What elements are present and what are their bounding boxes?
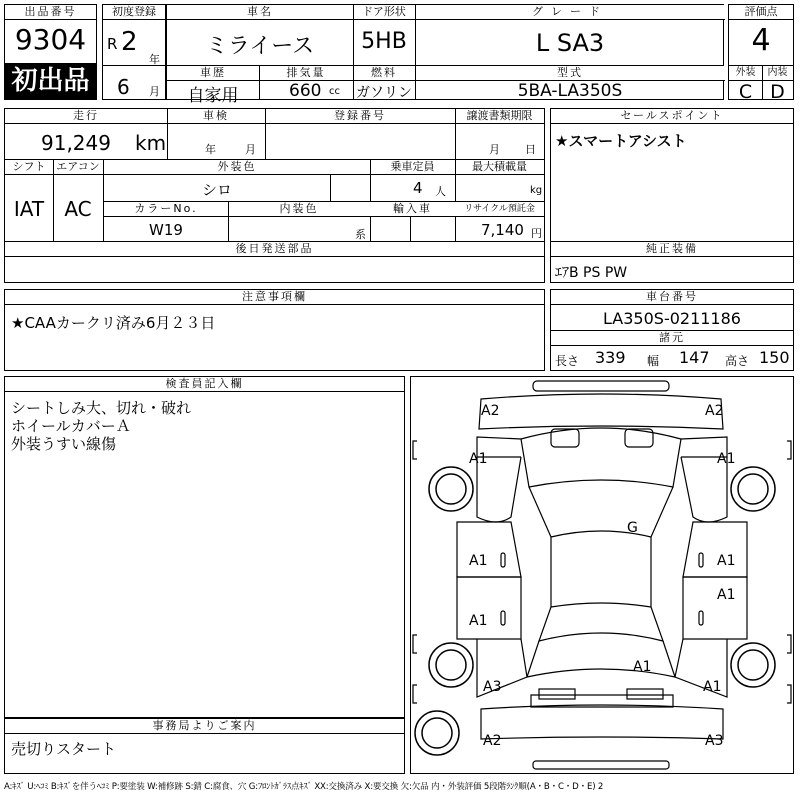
interior-color-label: 内装色 <box>228 202 370 217</box>
later-shipped-parts <box>4 241 545 283</box>
grade: L SA3 <box>535 29 605 57</box>
history-label: 車歴 <box>167 66 259 81</box>
chassis-box <box>550 289 794 371</box>
width: 147 <box>679 348 710 367</box>
wheels <box>415 467 775 755</box>
displacement-label: 排気量 <box>259 66 353 81</box>
mark-windshield: G <box>627 520 638 536</box>
interior-grade-label: 内装 <box>762 66 793 81</box>
recycle-deposit-label: リサイクル預託金 <box>455 202 544 217</box>
grade-label: グレード <box>415 5 725 20</box>
first-registration-box <box>102 4 166 100</box>
max-load-unit: kg <box>530 185 543 196</box>
color-number: W19 <box>149 221 183 239</box>
chassis-number: LA350S-0211186 <box>603 309 741 328</box>
mileage-label: 走行 <box>5 109 167 124</box>
registration-year: 2 <box>121 27 138 57</box>
max-load-label: 最大積載量 <box>455 160 544 175</box>
length: 339 <box>595 348 626 367</box>
office-notice-box <box>4 718 405 774</box>
month-unit: 月 <box>149 85 160 98</box>
notes-box <box>4 289 545 371</box>
transfer-day-unit: 日 <box>525 143 536 156</box>
mileage-unit: km <box>135 131 167 155</box>
mark-front-bumper-right: A2 <box>705 403 724 419</box>
fuel-label: 燃料 <box>353 66 415 81</box>
inspector-note-1: シートしみ大、切れ・破れ <box>11 399 192 417</box>
first-listing-badge <box>5 63 96 99</box>
import-label: 輸入車 <box>370 202 455 217</box>
genuine-equipment-box <box>550 241 794 283</box>
mark-front-fender-right: A1 <box>717 451 736 467</box>
transfer-deadline-label: 譲渡書類期限 <box>455 109 544 124</box>
registration-month: 6 <box>117 75 130 99</box>
damage-marks <box>469 403 735 749</box>
interior-grade: D <box>770 81 785 103</box>
inspection-year-unit: 年 <box>205 143 216 156</box>
recycle-deposit-unit: 円 <box>531 227 542 240</box>
score: 4 <box>751 23 771 58</box>
mark-front-door-left: A1 <box>469 553 488 569</box>
mark-rear-bumper-right: A3 <box>705 733 724 749</box>
vehicle-details <box>4 108 545 242</box>
lot-number-box <box>4 4 97 100</box>
sales-point-box <box>550 108 794 242</box>
inspector-note-2: ホイールカバーＡ <box>11 417 131 435</box>
exterior-grade: C <box>738 81 753 103</box>
vehicle-info-header <box>166 4 724 106</box>
office-notice-text: 売切りスタート <box>11 740 117 758</box>
year-unit: 年 <box>149 53 160 66</box>
first-registration-label: 初度登録 <box>103 5 165 20</box>
capacity-label: 乗車定員 <box>370 160 455 175</box>
notes-text: ★CAAカークリ済み6月２３日 <box>11 314 216 332</box>
inspection-month-unit: 月 <box>245 143 256 156</box>
mark-rear-body: A1 <box>633 659 652 675</box>
first-listing-text: 初出品 <box>11 66 90 96</box>
chassis-number-label: 車台番号 <box>551 290 793 305</box>
transfer-month-unit: 月 <box>489 143 500 156</box>
length-label: 長さ <box>555 354 580 368</box>
later-shipped-parts-label: 後日発送部品 <box>5 242 544 257</box>
height: 150 <box>759 348 790 367</box>
lot-number-label: 出品番号 <box>5 5 96 20</box>
registration-number-label: 登録番号 <box>265 109 455 124</box>
height-label: 高さ <box>725 354 750 368</box>
inspector-note-3: 外装うすい線傷 <box>11 435 117 453</box>
mark-front-fender-left: A1 <box>469 451 488 467</box>
mark-rear-door-right-upper: A1 <box>717 587 736 603</box>
sales-point-label: セールスポイント <box>551 109 793 124</box>
shift-label: シフト <box>5 160 53 175</box>
mark-rear-door-left: A1 <box>469 613 488 629</box>
score-box <box>728 4 794 103</box>
sales-point-text: ★スマートアシスト <box>555 132 687 150</box>
damage-diagram <box>410 376 794 774</box>
mark-rear-fender-right: A1 <box>703 679 722 695</box>
model-code: 5BA-LA350S <box>517 81 623 101</box>
width-label: 幅 <box>647 354 660 368</box>
inspector-notes-box <box>4 376 405 718</box>
interior-color-unit: 系 <box>355 228 366 241</box>
color-number-label: カラーNo. <box>104 202 228 217</box>
genuine-equipment-label: 純正装備 <box>551 242 793 257</box>
door-label: ドア形状 <box>353 5 415 20</box>
exterior-color: シロ <box>201 181 232 199</box>
displacement: 660 <box>289 81 322 101</box>
mileage: 91,249 <box>41 131 111 155</box>
displacement-unit: cc <box>329 86 340 97</box>
inspection-label: 車検 <box>167 109 265 124</box>
era: R <box>107 35 118 53</box>
specs-label: 諸元 <box>551 330 793 346</box>
shift: IAT <box>13 197 45 221</box>
lot-number: 9304 <box>14 23 87 56</box>
mark-front-door-right: A1 <box>717 553 736 569</box>
mark-front-bumper-left: A2 <box>481 403 500 419</box>
exterior-color-label: 外装色 <box>104 160 370 175</box>
car-name-label: 車名 <box>167 5 353 20</box>
ac-label: エアコン <box>53 160 103 175</box>
model-label: 型式 <box>415 66 725 81</box>
inspector-notes-label: 検査員記入欄 <box>5 377 404 392</box>
damage-legend: A:ｷｽﾞ U:ﾍｺﾐ B:ｷｽﾞを伴うﾍｺﾐ P:要塗装 W:補修跡 S:錆 C:腐食、穴 G:ﾌﾛﾝﾄｶﾞﾗｽ点ｷｽﾞ XX:交換済み X:要交換 欠:欠品 内・外装評価 5段階ﾗﾝｸ順(A・B・C・D・E) 2 <box>4 782 604 792</box>
car-name: ミライース <box>205 34 315 59</box>
door-type: 5HB <box>361 29 407 54</box>
genuine-equipment-text: ｴｱB PS PW <box>555 265 628 281</box>
car-outline-diagram <box>411 377 793 773</box>
recycle-deposit: 7,140 <box>481 221 524 239</box>
notes-label: 注意事項欄 <box>5 290 544 305</box>
mark-rear-bumper-left: A2 <box>483 733 502 749</box>
mark-rear-fender-left: A3 <box>483 679 502 695</box>
score-label: 評価点 <box>729 5 793 20</box>
exterior-grade-label: 外装 <box>729 66 762 81</box>
history: 自家用 <box>187 86 239 106</box>
capacity-unit: 人 <box>435 185 446 198</box>
office-notice-label: 事務局よりご案内 <box>5 719 404 734</box>
air-conditioner: AC <box>64 197 92 221</box>
fuel: ガソリン <box>356 85 412 101</box>
capacity: 4 <box>413 179 423 197</box>
